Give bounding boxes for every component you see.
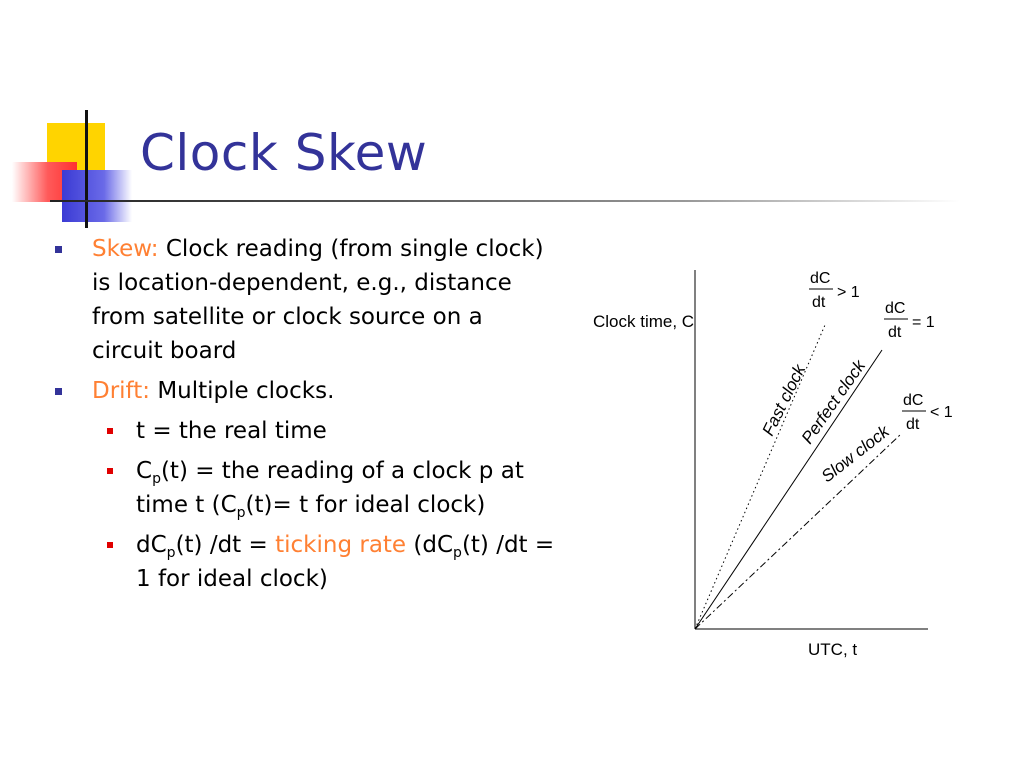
- title-underline: [50, 200, 960, 202]
- sub-bullet-marker: [107, 542, 113, 548]
- fraction-denominator: dt: [906, 416, 920, 433]
- bullet-marker: [55, 246, 62, 253]
- logo-blue-square: [62, 170, 132, 222]
- sub3-text-b: (t) /dt =: [175, 532, 276, 558]
- fast-rate-fraction: [809, 270, 860, 311]
- fraction-denominator: dt: [812, 294, 826, 311]
- sub1-text: t = the real time: [136, 418, 327, 444]
- ticking-rate-term: ticking rate: [275, 532, 407, 558]
- sub2-c: C: [136, 458, 153, 484]
- sub3-text-a: dC: [136, 532, 167, 558]
- bullet-drift: [55, 374, 555, 408]
- x-axis-label: UTC, t: [808, 640, 858, 659]
- sub2-subscript: p: [152, 471, 161, 487]
- bullet-marker: [55, 388, 62, 395]
- fraction-denominator: dt: [888, 324, 902, 341]
- skew-label: Skew:: [92, 236, 159, 262]
- sub-bullet-ticking-rate: [55, 528, 555, 596]
- slow-rate-relation: < 1: [930, 404, 953, 421]
- sub-bullet-clock-reading: [55, 454, 555, 522]
- sub3-subscript-2: p: [453, 545, 462, 561]
- sub2-text-b: (t)= t for ideal clock): [245, 492, 486, 518]
- slide-title: Clock Skew: [140, 124, 428, 182]
- sub3-subscript: p: [166, 545, 176, 561]
- drift-label: Drift:: [92, 378, 151, 404]
- perfect-rate-fraction: [884, 300, 935, 341]
- fraction-numerator: dC: [885, 300, 906, 317]
- sub3-text-d: (t) /dt = 1 for ideal clock): [136, 532, 555, 592]
- sub2-subscript-2: p: [236, 505, 246, 521]
- fast-clock-label: Fast clock: [758, 361, 810, 439]
- slow-clock-line: [695, 435, 900, 629]
- bullet-list: [55, 232, 555, 602]
- sub2-text-a: (t) = the reading of a clock p at time t (C: [136, 458, 524, 518]
- perfect-rate-relation: = 1: [912, 314, 935, 331]
- perfect-clock-label: Perfect clock: [797, 356, 870, 448]
- fraction-numerator: dC: [903, 392, 924, 409]
- logo-vertical-line: [85, 110, 88, 228]
- sub-bullet-real-time: [55, 414, 555, 448]
- bullet-skew: [55, 232, 555, 368]
- sub3-text-c: (dC: [406, 532, 454, 558]
- sub-bullet-marker: [107, 468, 113, 474]
- slow-rate-fraction: [902, 392, 953, 433]
- diagram-svg: [580, 255, 980, 675]
- fraction-numerator: dC: [810, 270, 831, 287]
- y-axis-label: Clock time, C: [593, 312, 695, 331]
- fast-rate-relation: > 1: [837, 284, 860, 301]
- slow-clock-label: Slow clock: [817, 421, 893, 487]
- clock-rate-diagram: [580, 255, 980, 675]
- drift-text: Multiple clocks.: [150, 378, 335, 404]
- skew-text: Clock reading (from single clock) is location-dependent, e.g., distance from satellite or clock source on a circuit board: [92, 236, 544, 364]
- slide-logo: [0, 100, 150, 230]
- sub-bullet-marker: [107, 428, 113, 434]
